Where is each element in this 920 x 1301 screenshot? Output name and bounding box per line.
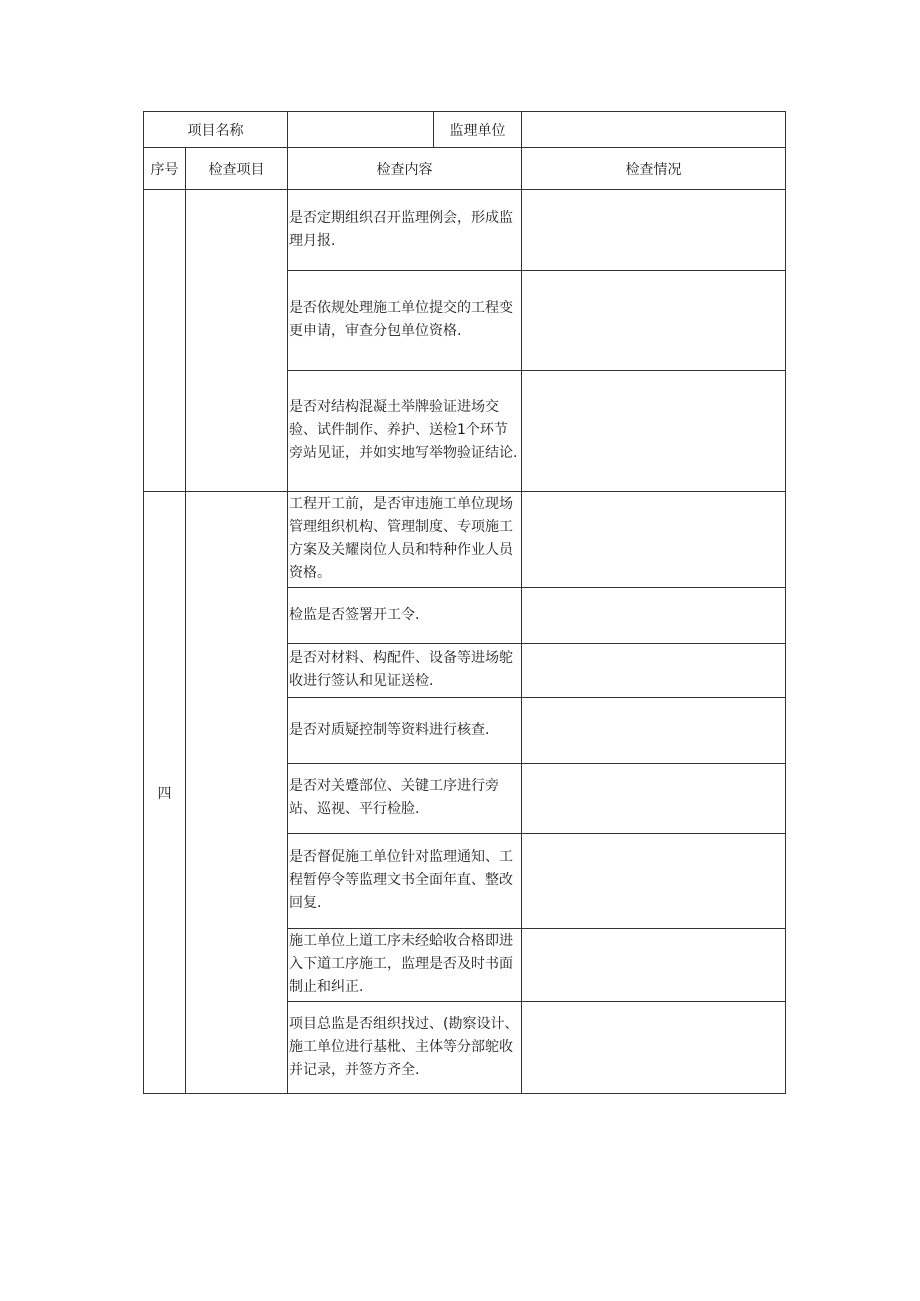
group1-seq-cell (144, 190, 186, 492)
column-header-row (144, 148, 786, 190)
check-status[interactable] (522, 588, 786, 644)
supervisor-label: 监理单位 (434, 112, 522, 148)
table-row (144, 492, 786, 588)
check-content: 是否督促施工单位针对监理通知、工程暂停令等监理文书全面年直、整改回复. (288, 834, 522, 929)
group2-item-cell (186, 492, 288, 1094)
check-content: 检监是否签署开工令. (288, 588, 522, 644)
check-status[interactable] (522, 271, 786, 371)
project-name-value[interactable] (288, 112, 434, 148)
col-status-header: 检查情况 (522, 148, 786, 190)
check-content: 是否定期组织召开监理例会，形成监理月报. (288, 190, 522, 271)
check-content: 是否对结构混凝土举牌验证进场交验、试件制作、养护、送检1个环节旁站见证，并如实地写举物验证结论. (288, 371, 522, 492)
col-content-header: 检查内容 (288, 148, 522, 190)
check-status[interactable] (522, 764, 786, 834)
check-status[interactable] (522, 1002, 786, 1094)
check-status[interactable] (522, 834, 786, 929)
check-status[interactable] (522, 492, 786, 588)
check-content: 施工单位上道工序未经蛤收合格即进入下道工序施工，监理是否及时书面制止和纠正. (288, 929, 522, 1002)
inspection-table (143, 111, 786, 1094)
check-content: 是否依规处理施工单位提交的工程变更申请，审查分包单位资格. (288, 271, 522, 371)
check-content: 工程开工前，是否审违施工单位现场管理组织机构、管理制度、专项施工方案及关耀岗位人员和特种作业人员资格。 (288, 492, 522, 588)
check-content: 是否对关蹙部位、关键工序进行旁站、巡视、平行检脸. (288, 764, 522, 834)
project-info-row (144, 112, 786, 148)
col-seq-header: 序号 (144, 148, 186, 190)
check-status[interactable] (522, 371, 786, 492)
check-status[interactable] (522, 929, 786, 1002)
check-content: 是否对材料、构配件、设备等进场鸵收进行签认和见证送检. (288, 644, 522, 698)
check-status[interactable] (522, 644, 786, 698)
group1-item-cell (186, 190, 288, 492)
check-status[interactable] (522, 698, 786, 764)
check-status[interactable] (522, 190, 786, 271)
col-item-header: 检查项目 (186, 148, 288, 190)
supervisor-value[interactable] (522, 112, 786, 148)
table-row (144, 190, 786, 271)
check-content: 是否对质疑控制等资料进行核查. (288, 698, 522, 764)
project-name-label: 项目名称 (144, 112, 288, 148)
inspection-sheet (143, 111, 785, 1094)
group2-seq-cell: 四 (144, 492, 186, 1094)
check-content: 项目总监是否组织找过、(勘察设计、施工单位进行基枇、主体等分部鸵收并记录，并签方齐全. (288, 1002, 522, 1094)
